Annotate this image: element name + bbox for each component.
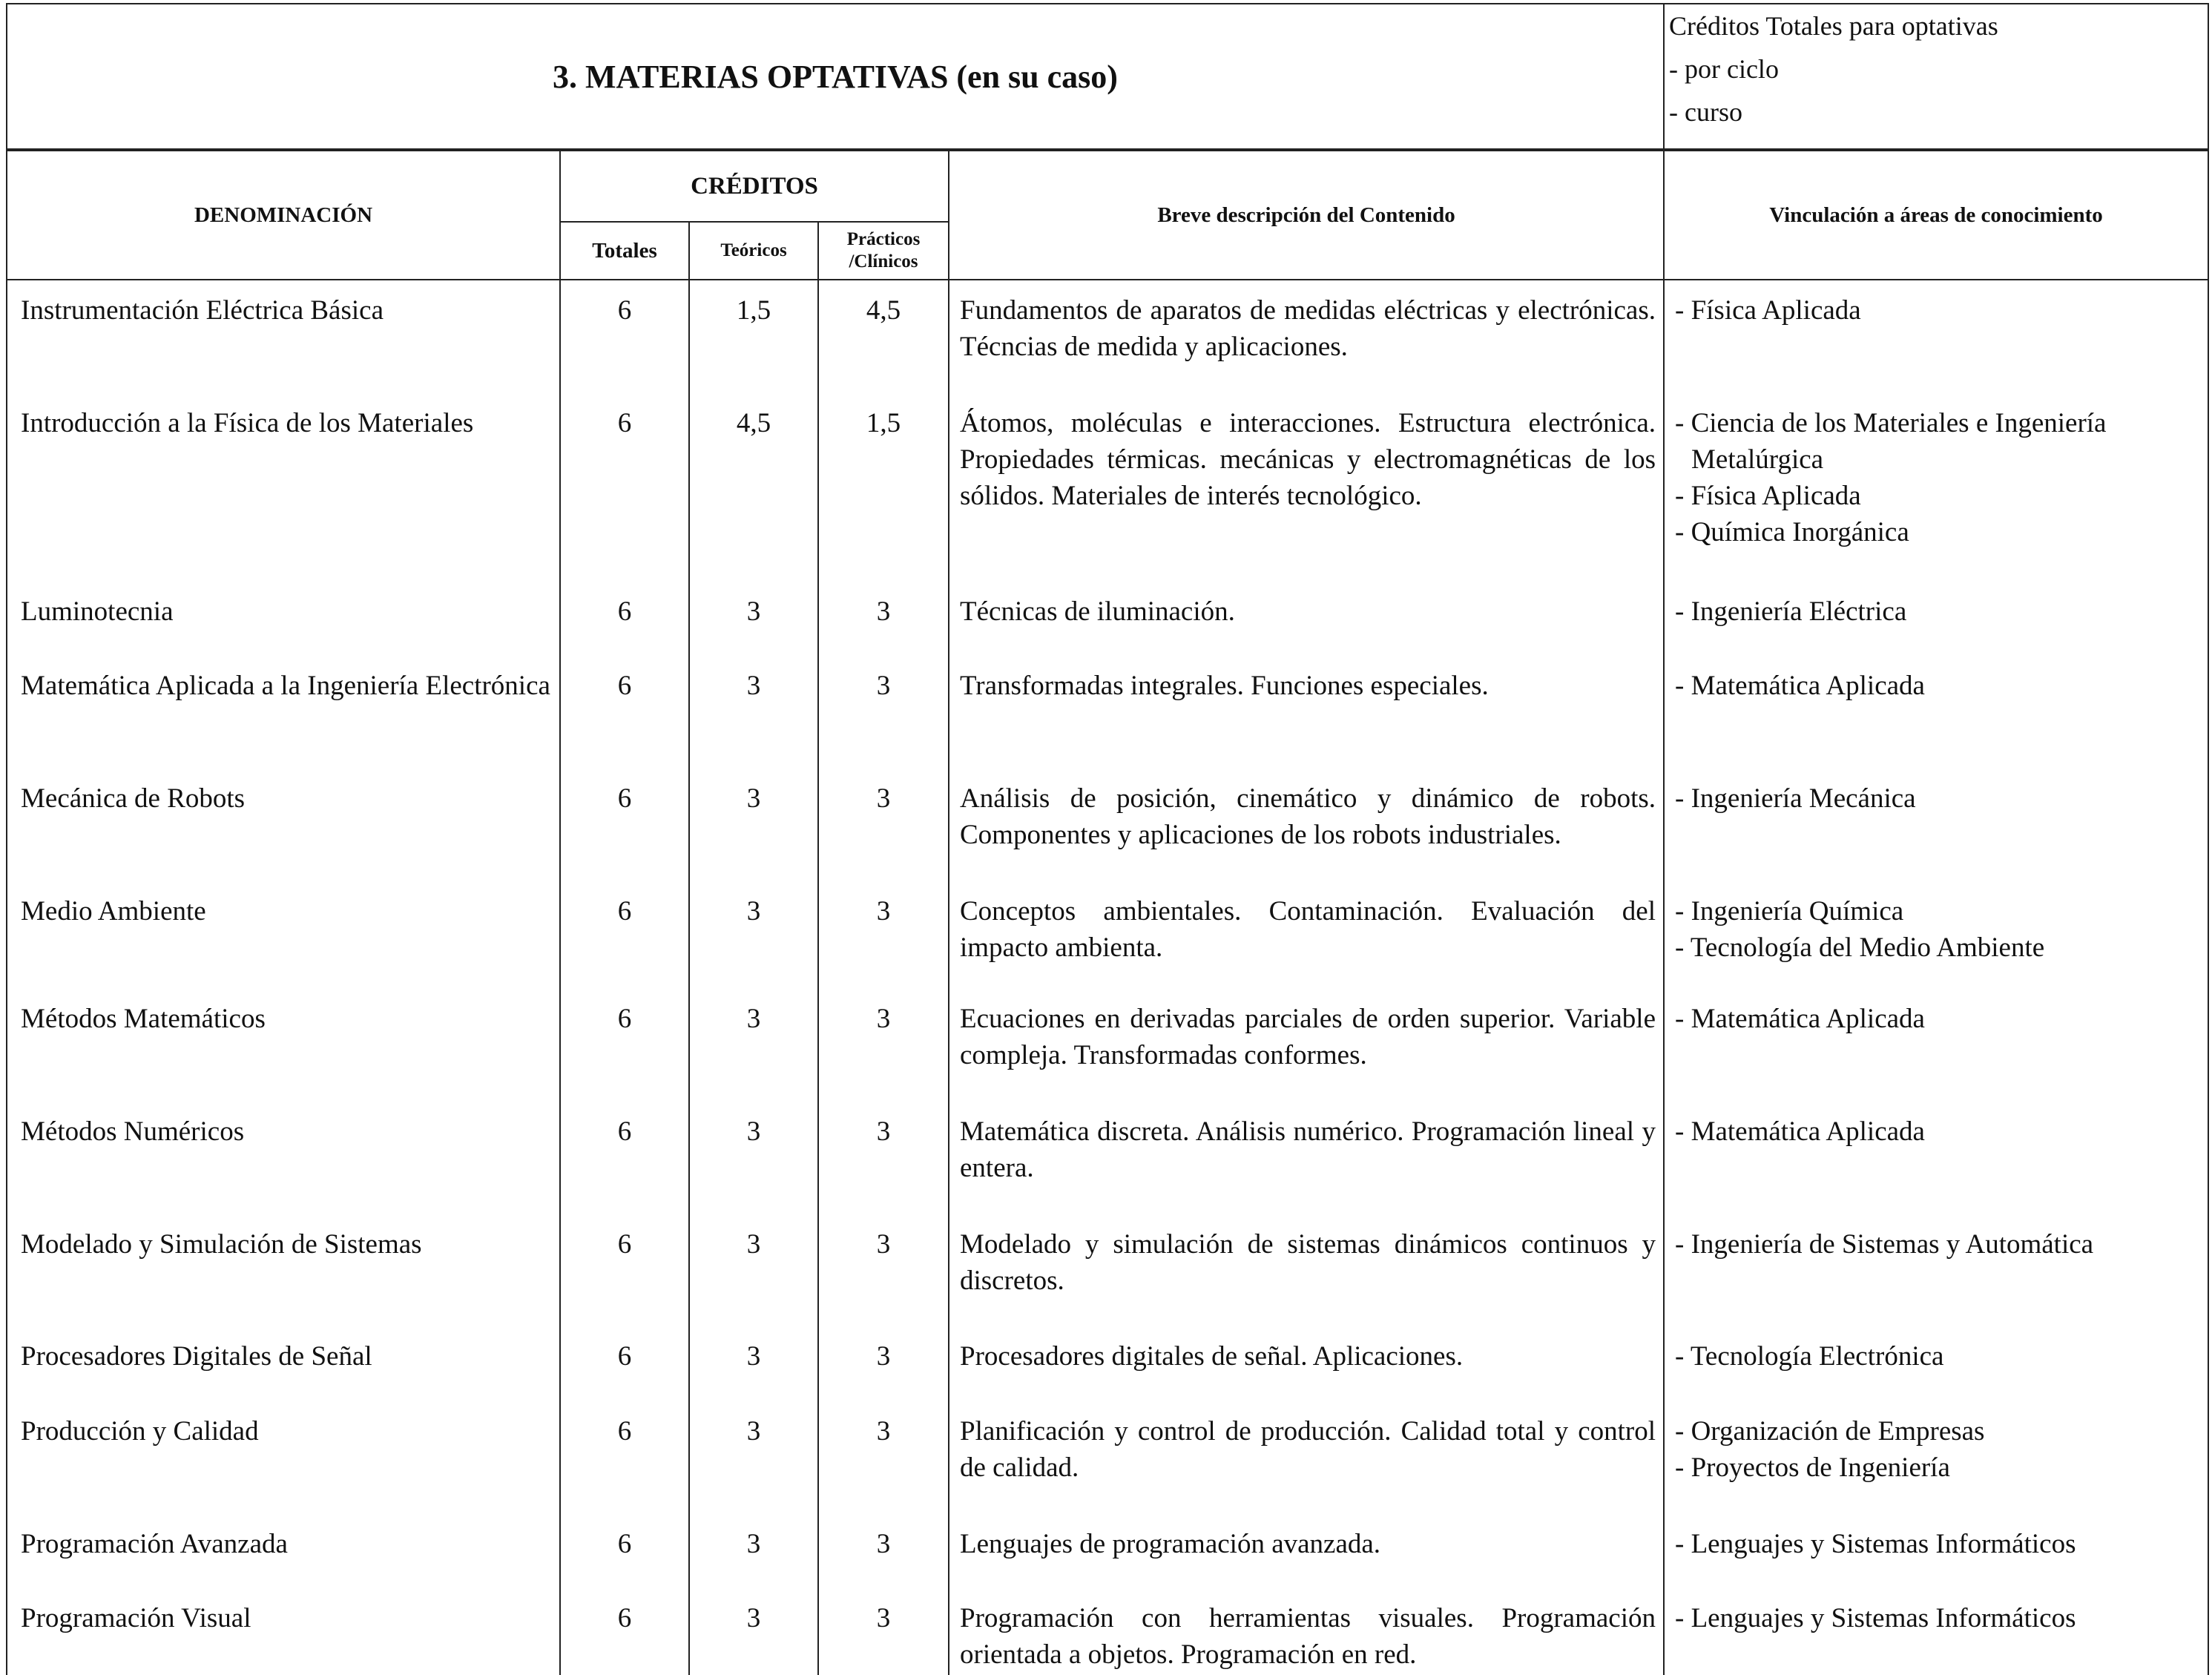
credits-teoricos: 4,5 [689,392,818,580]
credits-totales: 6 [560,1400,689,1513]
credits-teoricos: 3 [689,1400,818,1513]
column-header [6,150,2209,280]
subject-description: Lenguajes de programación avanzada. [949,1513,1664,1587]
knowledge-areas [1664,654,2208,767]
table-row [7,654,2208,767]
knowledge-areas [1664,1100,2208,1213]
credits-box-line: - por ciclo [1669,54,1779,84]
credits-practicos: 3 [818,654,949,767]
credits-practicos: 3 [818,1400,949,1513]
credits-teoricos: 3 [689,1513,818,1587]
knowledge-area-item: - Ingeniería Mecánica [1675,783,1916,815]
knowledge-area-item: - Lenguajes y Sistemas Informáticos [1675,1528,2076,1559]
credits-box-line: - curso [1669,97,1742,127]
subject-description: Ecuaciones en derivadas parciales de orden superior. Variable compleja. Transformadas conformes. [949,987,1664,1100]
knowledge-area-item: - Ingeniería Química [1675,895,1904,927]
credits-practicos: 3 [818,580,949,654]
subject-name: Instrumentación Eléctrica Básica [7,279,560,392]
credits-practicos: 1,5 [818,392,949,580]
credits-totales: 6 [560,580,689,654]
subject-description: Matemática discreta. Análisis numérico. Programación lineal y entera. [949,1100,1664,1213]
subject-description: Análisis de posición, cinemático y dinámico de robots. Componentes y aplicaciones de los robots industriales. [949,767,1664,880]
credits-teoricos: 3 [689,654,818,767]
knowledge-area-item: - Matemática Aplicada [1675,1004,1925,1035]
credits-practicos: 3 [818,1325,949,1399]
credits-totales: 6 [560,987,689,1100]
knowledge-area-item: - Física Aplicada [1675,295,1861,326]
credits-practicos: 4,5 [818,279,949,392]
subject-name: Métodos Matemáticos [7,987,560,1100]
knowledge-areas [1664,1513,2208,1587]
knowledge-area-item: - Matemática Aplicada [1675,1116,1925,1148]
credits-box-line: Créditos Totales para optativas [1669,11,1998,41]
credits-teoricos: 1,5 [689,279,818,392]
knowledge-area-item: - Tecnología Electrónica [1675,1341,1944,1372]
credits-practicos: 3 [818,1100,949,1213]
credits-practicos: 3 [818,1213,949,1326]
subject-description: Procesadores digitales de señal. Aplicaciones. [949,1325,1664,1399]
subject-description: Técnicas de iluminación. [949,580,1664,654]
table-row [7,580,2208,654]
section-title: 3. MATERIAS OPTATIVAS (en su caso) [7,4,1664,149]
subject-name: Programación Avanzada [7,1513,560,1587]
knowledge-area-item: - Organización de Empresas [1675,1415,1985,1447]
table-row [7,1213,2208,1326]
knowledge-areas [1664,767,2208,880]
credits-practicos: 3 [818,1587,949,1675]
subject-name: Luminotecnia [7,580,560,654]
subject-name: Métodos Numéricos [7,1100,560,1213]
credits-practicos: 3 [818,767,949,880]
knowledge-area-item: - Ingeniería de Sistemas y Automática [1675,1228,2094,1260]
subject-name: Modelado y Simulación de Sistemas [7,1213,560,1326]
subject-name: Medio Ambiente [7,880,560,988]
knowledge-area-item: - Lenguajes y Sistemas Informáticos [1675,1603,2076,1634]
credits-totales: 6 [560,279,689,392]
header-practicos-line: /Clínicos [849,251,918,272]
credits-box [1664,4,2208,149]
credits-teoricos: 3 [689,880,818,988]
table-row [7,392,2208,580]
knowledge-areas [1664,1325,2208,1399]
credits-teoricos: 3 [689,1213,818,1326]
knowledge-areas [1664,580,2208,654]
knowledge-areas [1664,279,2208,392]
credits-practicos: 3 [818,987,949,1100]
credits-teoricos: 3 [689,767,818,880]
subject-description: Fundamentos de aparatos de medidas eléctricas y electrónicas. Técncias de medida y aplicaciones. [949,279,1664,392]
header-teoricos: Teóricos [689,222,818,280]
subject-description: Planificación y control de producción. Calidad total y control de calidad. [949,1400,1664,1513]
subject-description: Átomos, moléculas e interacciones. Estructura electrónica. Propiedades térmicas. mecánicas y electromagnéticas de los sólidos. Materiales de interés tecnológico. [949,392,1664,580]
subject-description: Modelado y simulación de sistemas dinámicos continuos y discretos. [949,1213,1664,1326]
credits-totales: 6 [560,1325,689,1399]
knowledge-area-item: - Ingeniería Eléctrica [1675,596,1907,627]
header-practicos-line: Prácticos [846,229,921,249]
knowledge-areas [1664,880,2208,988]
credits-totales: 6 [560,654,689,767]
knowledge-areas [1664,987,2208,1100]
table-row [7,880,2208,988]
header-totales: Totales [560,222,689,280]
knowledge-areas [1664,1587,2208,1675]
credits-totales: 6 [560,1587,689,1675]
knowledge-area-item: - Física Aplicada [1675,480,1861,511]
header-denominacion: DENOMINACIÓN [7,151,560,280]
credits-teoricos: 3 [689,1325,818,1399]
subject-description: Transformadas integrales. Funciones especiales. [949,654,1664,767]
knowledge-area-item: - Matemática Aplicada [1675,671,1925,702]
credits-totales: 6 [560,880,689,988]
knowledge-area-item: - Ciencia de los Materiales e Ingeniería Metalúrgica [1675,407,2107,475]
subject-name: Matemática Aplicada a la Ingeniería Electrónica [7,654,560,767]
credits-totales: 6 [560,392,689,580]
table-row [7,1587,2208,1675]
header-practicos [818,222,949,280]
subject-name: Procesadores Digitales de Señal [7,1325,560,1399]
table-row [7,1400,2208,1513]
header-descripcion: Breve descripción del Contenido [949,151,1664,280]
knowledge-area-item: - Proyectos de Ingeniería [1675,1452,1950,1483]
subjects-table [6,279,2209,1675]
subject-name: Introducción a la Física de los Materiales [7,392,560,580]
knowledge-areas [1664,1213,2208,1326]
credits-totales: 6 [560,1513,689,1587]
knowledge-area-item: - Química Inorgánica [1675,516,1909,547]
table-row [7,767,2208,880]
table-row [7,987,2208,1100]
credits-teoricos: 3 [689,1587,818,1675]
table-row [7,1325,2208,1399]
credits-teoricos: 3 [689,987,818,1100]
credits-teoricos: 3 [689,580,818,654]
knowledge-area-item: - Tecnología del Medio Ambiente [1675,932,2045,963]
subject-name: Mecánica de Robots [7,767,560,880]
header-creditos: CRÉDITOS [560,151,949,222]
subject-description: Programación con herramientas visuales. Programación orientada a objetos. Programación en red. [949,1587,1664,1675]
credits-totales: 6 [560,767,689,880]
knowledge-areas [1664,1400,2208,1513]
table-row [7,279,2208,392]
subject-description: Conceptos ambientales. Contaminación. Evaluación del impacto ambienta. [949,880,1664,988]
subject-name: Producción y Calidad [7,1400,560,1513]
header-vinculacion: Vinculación a áreas de conocimiento [1664,151,2208,280]
table-row [7,1100,2208,1213]
credits-totales: 6 [560,1100,689,1213]
credits-practicos: 3 [818,880,949,988]
subject-name: Programación Visual [7,1587,560,1675]
knowledge-areas [1664,392,2208,580]
table-row [7,1513,2208,1587]
title-band [6,3,2209,150]
credits-practicos: 3 [818,1513,949,1587]
credits-totales: 6 [560,1213,689,1326]
credits-teoricos: 3 [689,1100,818,1213]
